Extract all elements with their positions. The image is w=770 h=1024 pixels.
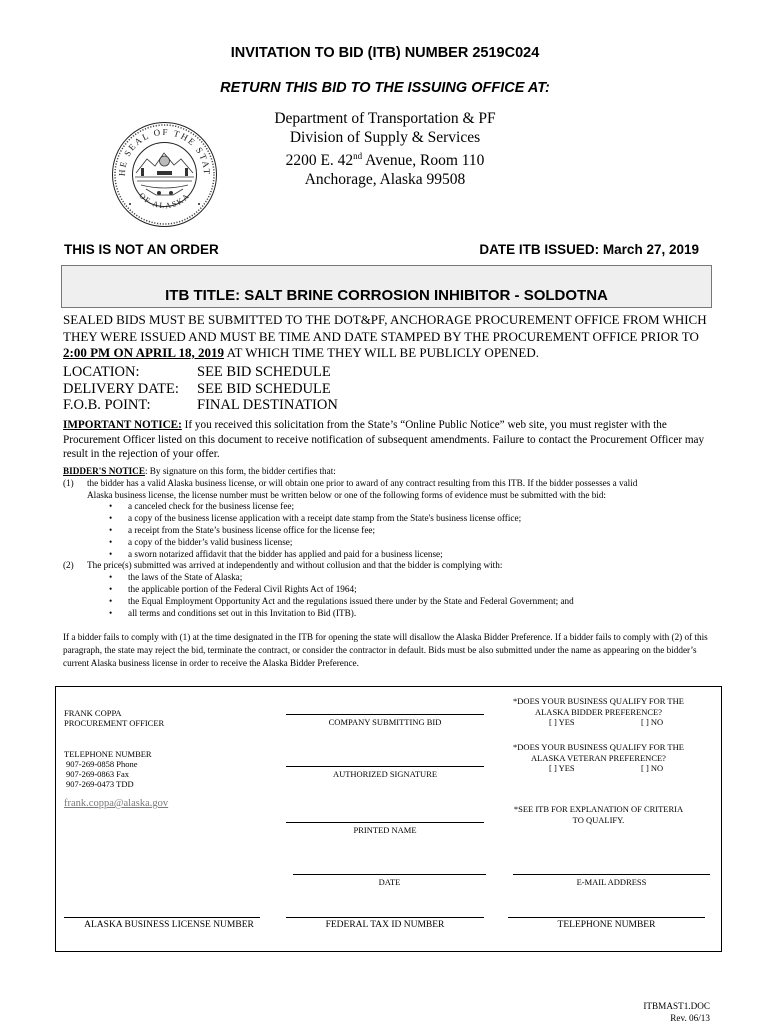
street-ordinal: nd bbox=[353, 151, 363, 161]
address-line-street bbox=[225, 147, 545, 170]
item-1-number: (1) bbox=[63, 477, 74, 488]
bidders-notice-intro: : By signature on this form, the bidder certifies that: bbox=[144, 466, 336, 476]
svg-text:OF ALASKA bbox=[137, 191, 192, 210]
bullet-text: a sworn notarized affidavit that the bidder has applied and paid for a business license; bbox=[128, 548, 443, 559]
document-id: ITBMAST1.DOC bbox=[643, 1001, 710, 1011]
bullet-text: the Equal Employment Opportunity Act and the regulations issued there under by the State and Federal Government; and bbox=[128, 595, 574, 606]
itb-number-heading: INVITATION TO BID (ITB) NUMBER 2519C024 bbox=[230, 45, 540, 61]
bullet-icon: • bbox=[109, 595, 113, 606]
list-item bbox=[63, 572, 713, 584]
company-submitting-bid-label: COMPANY SUBMITTING BID bbox=[328, 717, 442, 727]
item-2-text: The price(s) submitted was arrived at independently and without collusion and that the bidder is complying with: bbox=[87, 560, 503, 571]
bullet-text: a copy of the business license application with a receipt date stamp from the State's business license office; bbox=[128, 513, 522, 524]
telephone-number-label: TELEPHONE NUMBER bbox=[557, 920, 656, 930]
seal-top-text: HE SEAL OF THE STAT bbox=[116, 126, 213, 177]
bid-deadline: 2:00 PM ON APRIL 18, 2019 bbox=[63, 345, 225, 360]
date-itb-issued: DATE ITB ISSUED: March 27, 2019 bbox=[479, 242, 699, 257]
street-number: 2200 E. 42 bbox=[285, 152, 354, 170]
authorized-signature-line[interactable] bbox=[286, 766, 484, 767]
federal-tax-id-line[interactable] bbox=[286, 917, 484, 918]
telephone-label: TELEPHONE NUMBER bbox=[64, 749, 152, 759]
important-notice-text: If you received this solicitation from the State’s “Online Public Notice” web site, you must register with the Procurement Officer listed on this document to receive notification of subsequent amendments. Failure to contact the Procurement Officer may result in the rejection of your offer. bbox=[63, 419, 705, 460]
list-item bbox=[63, 596, 713, 608]
printed-name-label: PRINTED NAME bbox=[353, 825, 417, 835]
printed-name-line[interactable] bbox=[286, 822, 484, 823]
list-item bbox=[63, 584, 713, 596]
seal-bottom-text: OF ALASKA bbox=[137, 190, 192, 211]
criteria-note-line2: TO QUALIFY. bbox=[572, 814, 625, 825]
bullet-icon: • bbox=[109, 583, 113, 594]
bullet-icon: • bbox=[109, 513, 113, 524]
list-item bbox=[63, 537, 713, 549]
license-number-line[interactable] bbox=[64, 917, 260, 918]
criteria-note bbox=[496, 804, 701, 825]
bullet-icon: • bbox=[109, 607, 113, 618]
document-footer bbox=[600, 1001, 710, 1024]
officer-title: PROCUREMENT OFFICER bbox=[64, 718, 165, 728]
list-item bbox=[63, 525, 713, 537]
sealed-bids-paragraph bbox=[63, 312, 713, 362]
bid-signature-form bbox=[55, 686, 722, 952]
bidder-preference-yes[interactable]: [ ] YES bbox=[549, 717, 575, 727]
sealed-bids-text: SEALED BIDS MUST BE SUBMITTED TO THE DOT&PF, ANCHORAGE PROCUREMENT OFFICE FROM WHICH THEY WERE ISSUED AND MUST BE TIME AND DATE STAMPED BY THE PROCUREMENT OFFICE PRIOR TO bbox=[63, 312, 707, 344]
officer-email-link[interactable]: frank.coppa@alaska.gov bbox=[64, 798, 169, 809]
itb-title: ITB TITLE: SALT BRINE CORROSION INHIBITOR - SOLDOTNA bbox=[165, 287, 608, 304]
bidders-notice-label: BIDDER'S NOTICE bbox=[63, 466, 145, 476]
bidders-notice bbox=[63, 466, 713, 619]
veteran-preference-question bbox=[496, 742, 701, 763]
issuing-office-address bbox=[225, 109, 545, 189]
email-address-label: E-MAIL ADDRESS bbox=[576, 877, 647, 887]
bullet-icon: • bbox=[109, 536, 113, 547]
list-item bbox=[63, 549, 713, 561]
address-line-division: Division of Supply & Services bbox=[289, 129, 481, 146]
bullet-icon: • bbox=[109, 501, 113, 512]
delivery-info bbox=[63, 364, 338, 414]
officer-name: FRANK COPPA bbox=[64, 708, 122, 718]
authorized-signature-label: AUTHORIZED SIGNATURE bbox=[332, 769, 438, 779]
bullet-text: all terms and conditions set out in this Invitation to Bid (ITB). bbox=[128, 607, 357, 618]
date-line[interactable] bbox=[293, 874, 486, 875]
officer-tdd: 907-269-0473 TDD bbox=[66, 779, 134, 789]
list-item bbox=[63, 608, 713, 620]
bidder-preference-q-line2: ALASKA BIDDER PREFERENCE? bbox=[534, 706, 663, 717]
return-bid-heading: RETURN THIS BID TO THE ISSUING OFFICE AT: bbox=[220, 80, 550, 96]
bullet-icon: • bbox=[109, 572, 113, 583]
item-2-number: (2) bbox=[63, 560, 74, 571]
veteran-preference-q-line1: *DOES YOUR BUSINESS QUALIFY FOR THE bbox=[513, 742, 684, 752]
bullet-text: a receipt from the State’s business license office for the license fee; bbox=[128, 524, 376, 535]
important-notice bbox=[63, 418, 713, 462]
officer-fax: 907-269-0863 Fax bbox=[66, 769, 130, 779]
bidder-preference-no[interactable]: [ ] NO bbox=[641, 717, 664, 727]
veteran-preference-yes[interactable]: [ ] YES bbox=[549, 763, 575, 773]
officer-phone: 907-269-0858 Phone bbox=[66, 759, 138, 769]
delivery-date-value: SEE BID SCHEDULE bbox=[197, 380, 331, 397]
item-1-text-a: the bidder has a valid Alaska business license, or will obtain one prior to award of any contract resulting from this ITB. If the bidder possesses a valid bbox=[87, 477, 638, 488]
bullet-text: the laws of the State of Alaska; bbox=[128, 572, 243, 583]
telephone-number-line[interactable] bbox=[508, 917, 705, 918]
list-item bbox=[63, 501, 713, 513]
fob-point-label: F.O.B. POINT: bbox=[63, 397, 151, 413]
sealed-bids-text-end: AT WHICH TIME THEY WILL BE PUBLICLY OPENED. bbox=[224, 345, 539, 360]
email-address-line[interactable] bbox=[513, 874, 710, 875]
company-signature-line[interactable] bbox=[286, 714, 484, 715]
address-line-city: Anchorage, Alaska 99508 bbox=[304, 171, 466, 189]
criteria-note-line1: *SEE ITB FOR EXPLANATION OF CRITERIA bbox=[513, 804, 684, 814]
location-value: SEE BID SCHEDULE bbox=[197, 364, 331, 380]
license-number-label: ALASKA BUSINESS LICENSE NUMBER bbox=[84, 920, 254, 930]
list-item bbox=[63, 513, 713, 525]
bullet-icon: • bbox=[109, 548, 113, 559]
bidder-preference-q-line1: *DOES YOUR BUSINESS QUALIFY FOR THE bbox=[513, 696, 684, 706]
bidder-preference-question bbox=[496, 696, 701, 717]
bullet-text: a canceled check for the business license fee; bbox=[128, 501, 295, 512]
street-name: Avenue, Room 110 bbox=[362, 152, 485, 170]
date-label: DATE bbox=[378, 877, 401, 887]
alaska-state-seal bbox=[111, 121, 218, 228]
not-an-order-label: THIS IS NOT AN ORDER bbox=[64, 242, 219, 257]
important-notice-label: IMPORTANT NOTICE: bbox=[63, 419, 182, 431]
fob-point-value: FINAL DESTINATION bbox=[197, 397, 338, 413]
svg-text:THE SEAL OF THE STATE bbox=[111, 121, 212, 176]
delivery-date-label: DELIVERY DATE: bbox=[63, 380, 179, 397]
item-1-text-b: Alaska business license, the license number must be written below or one of the following forms of evidence must be submitted with the bid: bbox=[87, 489, 606, 500]
veteran-preference-no[interactable]: [ ] NO bbox=[641, 763, 664, 773]
bullet-text: the applicable portion of the Federal Civil Rights Act of 1964; bbox=[128, 583, 357, 594]
veteran-preference-q-line2: ALASKA VETERAN PREFERENCE? bbox=[531, 752, 666, 763]
federal-tax-id-label: FEDERAL TAX ID NUMBER bbox=[325, 920, 445, 930]
address-line-department: Department of Transportation & PF bbox=[274, 110, 496, 127]
bullet-text: a copy of the bidder’s valid business license; bbox=[128, 536, 293, 547]
noncompliance-paragraph: If a bidder fails to comply with (1) at the time designated in the ITB for opening the state will disallow the Alaska Bidder Preference. If a bidder fails to comply with (2) of this paragraph, the state may reject the bid, terminate the contract, or consider the contractor in default. Bids must be also submitted under the name as appearing on the bidder’s current Alaska business license in order to receive the Alaska Bidder Preference. bbox=[63, 632, 708, 668]
document-revision: Rev. 06/13 bbox=[670, 1012, 710, 1023]
location-label: LOCATION: bbox=[63, 364, 140, 380]
bullet-icon: • bbox=[109, 524, 113, 535]
